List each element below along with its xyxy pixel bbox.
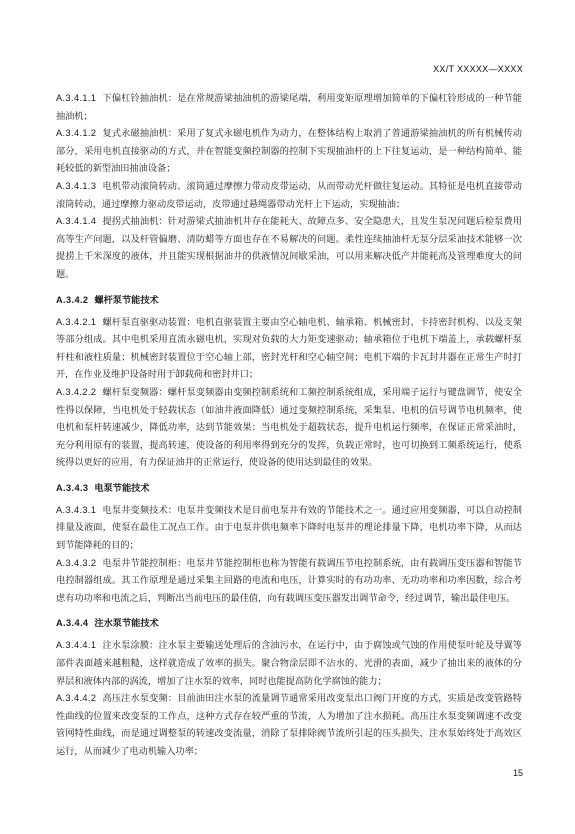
clause-number: A.3.4.2.1 <box>56 316 97 327</box>
clause-paragraph <box>56 125 522 178</box>
clause-number: A.3.4.1.3 <box>56 180 97 191</box>
clause-text: 下偏杠铃抽油机：是在常规游梁抽油机的游梁尾端，利用变矩原理增加简单的下偏杠铃形成的一种节能抽油机； <box>56 93 522 122</box>
document-code-header: XX/T XXXXX—XXXX <box>433 64 523 74</box>
clause-number: A.3.4.1.4 <box>56 216 97 227</box>
clause-number: A.3.4.2.2 <box>56 386 97 397</box>
clause-text: 电泵井变频技术：电泵井变频技术是目前电泵井有效的节能技术之一。通过应用变频器，可以自动控制排量及液面，使泵在最佳工况点工作。由于电泵井供电频率下降时电泵井的理论排量下降，电机功率下降，从而达到节能降耗的目的； <box>56 504 522 552</box>
clause-paragraph <box>56 384 522 472</box>
clause-text: 螺杆泵变频器：螺杆泵变频器由变频控制系统和工频控制系统组成，采用端子运行与键盘调节，使安全性得以保障，当电机处于轻载状态（如油井液面降低）通过变频控制系统，采集泵、电机的信号调节电机频率，使电机和泵杆转速减少，降低功率，达到节能效果；当电机处于超载状态，提升电机运行频率，在保证正常采油时，充分利用原有的装置，提高转速，使设备的利用率得到充分的发挥，负载正常时，也可切换到工频系统运行，使系统得以更好的应用，有力保证油井的正常运行，使设备的使用达到最佳的效果。 <box>56 386 522 469</box>
clause-number: A.3.4.3.2 <box>56 557 97 568</box>
section-number: A.3.4.3 <box>56 482 89 493</box>
document-body <box>56 90 522 761</box>
clause-paragraph <box>56 637 522 690</box>
clause-number: A.3.4.4.2 <box>56 693 97 704</box>
clause-paragraph <box>56 502 522 555</box>
page-number: 15 <box>512 768 523 778</box>
clause-paragraph <box>56 555 522 608</box>
clause-text: 电泵井节能控制柜：电泵井节能控制柜也称为智能有载调压节电控制系统，由有载调压变压器和智能节电控制器组成。其工作原理是通过采集主回路的电流和电压，计算实时的有功功率、无功功率和功率因数，综合考虑有功功率和电流之后，判断出当前电压的最佳值，向有载调压变压器发出调节命令，经过调节，输出最佳电压。 <box>56 557 522 604</box>
clause-text: 注水泵涂膜：注水泵主要输送处理后的含油污水，在运行中，由于腐蚀或气蚀的作用使泵叶轮及导翼等部件表面越来越粗糙，这样就造成了效率的损失。聚合物涂层即不沾水的、光滑的表面，减少了抽出来的液体的分界层和液体内部的涡流，增加了注水泵的效率，同时也能提高防化学腐蚀的能力； <box>56 640 522 687</box>
section-number: A.3.4.2 <box>56 294 89 305</box>
section-heading <box>56 293 522 308</box>
clause-text: 螺杆泵直驱驱动装置：电机直驱装置主要由空心轴电机、轴承箱、机械密封、卡持密封机构、以及支架等部分组成。其中电机采用直流永磁电机，实现对负载的大力矩变速驱动；轴承箱位于电机下端盖上，承载螺杆泵杆柱和液柱质量；机械密封装置位于空心轴上部，密封光杆和空心轴空间；电机下端的卡瓦封井器在正常生产时打开，在作业及维护设备时用于卸载荷和密封井口； <box>56 316 522 381</box>
clause-paragraph <box>56 314 522 384</box>
section-title: 电泵节能技术 <box>94 482 150 494</box>
clause-number: A.3.4.1.1 <box>56 93 97 103</box>
section-heading <box>56 616 522 631</box>
clause-text: 高压注水泵变频：目前油田注水泵的流量调节通常采用改变泵出口阀门开度的方式，实质是改变管路特性曲线的位置来改变泵的工作点，这种方式存在较严重的节流，人为增加了注水损耗。高压注水泵变频调速不改变管网特性曲线，而是通过调整泵的转速改变流量，消除了泵排除阀节流所引起的压头损失，注水泵始终处于高效区运行，从而减少了电动机输入功率； <box>56 693 522 757</box>
clause-number: A.3.4.4.1 <box>56 640 97 651</box>
section-title: 螺杆泵节能技术 <box>94 294 159 306</box>
clause-text: 提拐式抽油机：针对游梁式抽油机井存在能耗大、故障点多、安全隐患大，且发生泵况问题后检泵费用高等生产问题，以及杆管偏磨、清防蜡等方面也存在不易解决的问题。柔性连续抽油杆无泵分层采油技术能够一次提捞上千米深度的液体，并且能实现根据油井的供液情况间歇采油，可以用来解决低产井能耗高及管理难度大的问题。 <box>56 216 522 280</box>
section-heading <box>56 481 522 496</box>
clause-paragraph <box>56 213 522 283</box>
section-number: A.3.4.4 <box>56 618 89 629</box>
clause-number: A.3.4.1.2 <box>56 128 97 139</box>
clause-text: 复式永磁抽油机：采用了复式永磁电机作为动力，在整体结构上取消了普通游梁抽油机的所有机械传动部分，采用电机直接驱动的方式，并在智能变频控制器的控制下实现抽油杆的上下往复运动，是一种结构简单、能耗较低的新型油田抽油设备； <box>56 128 522 175</box>
clause-paragraph <box>56 178 522 213</box>
clause-number: A.3.4.3.1 <box>56 504 97 515</box>
clause-paragraph <box>56 690 522 760</box>
clause-paragraph <box>56 90 522 125</box>
clause-text: 电机带动滚筒转动、滚筒通过摩擦力带动皮带运动，从而带动光杆做往复运动。其特征是电机直接带动滚筒转动，通过摩擦力驱动皮带运动，皮带通过悬绳器带动光杆上下运动，实现抽油； <box>56 180 522 210</box>
section-title: 注水泵节能技术 <box>94 618 159 630</box>
